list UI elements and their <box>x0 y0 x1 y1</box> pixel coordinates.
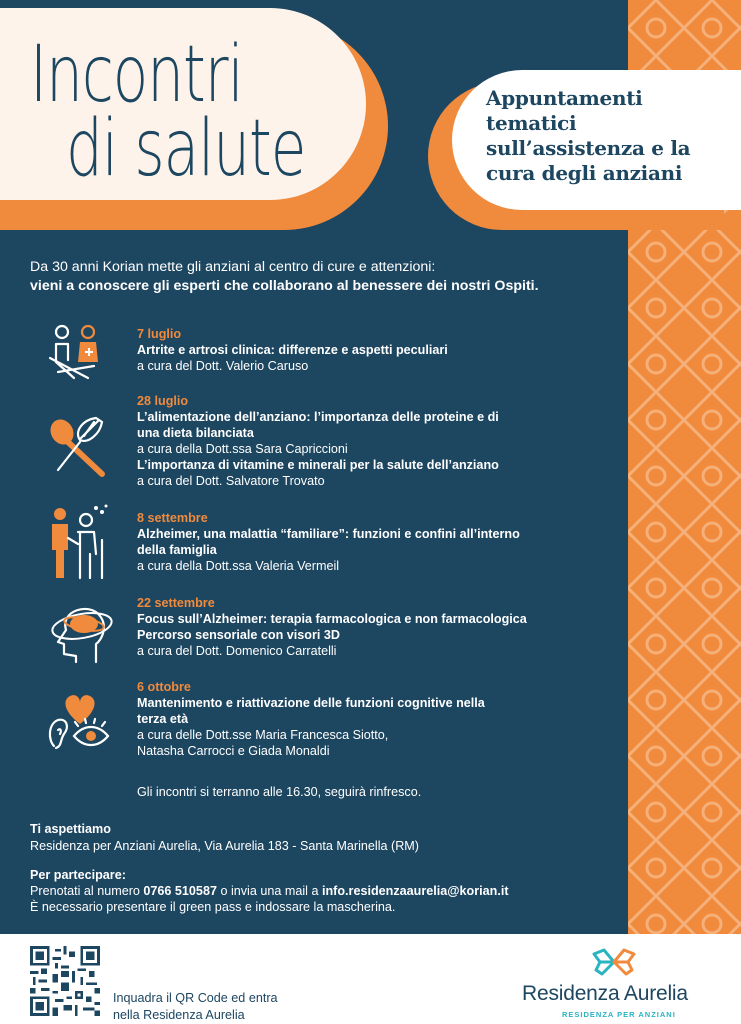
event-speaker: a cura del Dott. Valerio Caruso <box>137 359 309 373</box>
brain-head-icon <box>44 600 116 666</box>
booking-prefix: Prenotati al numero <box>30 884 144 898</box>
event-date: 6 ottobre <box>137 680 191 694</box>
requirement-note: È necessario presentare il green pass e indossare la mascherina. <box>30 900 396 914</box>
event-date: 8 settembre <box>137 511 208 525</box>
event-4 <box>137 595 607 659</box>
event-title-continued: una dieta bilanciata <box>137 426 254 440</box>
physiotherapy-icon <box>44 322 110 386</box>
logo-name: Residenza Aurelia <box>522 982 688 1005</box>
title-line-1: Incontri <box>30 28 243 120</box>
email-address[interactable]: info.residenzaaurelia@korian.it <box>321 884 509 898</box>
butterfly-logo-icon <box>592 946 636 978</box>
qr-instructions <box>113 990 278 1024</box>
kitchen-utensils-icon <box>44 412 110 478</box>
event-1 <box>137 326 607 374</box>
event-speaker: a cura della Dott.ssa Valeria Vermeil <box>137 559 340 573</box>
booking-middle: o invia una mail a <box>216 884 322 898</box>
heart-ear-eye-icon <box>44 690 116 754</box>
event-title-continued: della famiglia <box>137 543 217 557</box>
event-title: Mantenimento e riattivazione delle funzioni cognitive nella <box>137 696 485 710</box>
subtitle: Appuntamenti tematici sull’assistenza e la cura degli anziani <box>486 86 691 185</box>
intro-line-2: vieni a conoscere gli esperti che collaborano al benessere dei nostri Ospiti. <box>30 278 539 294</box>
event-5 <box>137 679 607 759</box>
wait-heading: Ti aspettiamo <box>30 822 111 836</box>
title-line-2: di salute <box>66 102 306 194</box>
address: Residenza per Anziani Aurelia, Via Aurelia 183 - Santa Marinella (RM) <box>30 839 419 853</box>
intro-line-1: Da 30 anni Korian mette gli anziani al centro di cure e attenzioni: <box>30 259 436 275</box>
event-speaker-second: a cura del Dott. Salvatore Trovato <box>137 474 325 488</box>
qr-code[interactable] <box>30 946 100 1016</box>
event-date: 7 luglio <box>137 327 182 341</box>
event-title: Alzheimer, una malattia “familiare”: funzioni e confini all’interno <box>137 527 520 541</box>
event-speaker: a cura del Dott. Domenico Carratelli <box>137 644 337 658</box>
event-date: 28 luglio <box>137 394 189 408</box>
logo-tagline: RESIDENZA PER ANZIANI <box>562 1010 676 1019</box>
footer <box>0 934 741 1024</box>
qr-line-2: nella Residenza Aurelia <box>113 1008 245 1022</box>
event-title-continued: terza età <box>137 712 189 726</box>
event-title-second: Percorso sensoriale con visori 3D <box>137 628 340 642</box>
event-2 <box>137 393 607 489</box>
event-speaker: a cura delle Dott.sse Maria Francesca Siotto, <box>137 728 389 742</box>
event-title: Focus sull’Alzheimer: terapia farmacologica e non farmacologica <box>137 612 527 626</box>
event-title: Artrite e artrosi clinica: differenze e aspetti peculiari <box>137 343 448 357</box>
event-title-second: L’importanza di vitamine e minerali per la salute dell’anziano <box>137 458 499 472</box>
event-date: 22 settembre <box>137 596 215 610</box>
phone-number[interactable]: 0766 510587 <box>143 884 217 898</box>
event-speaker-continued: Natasha Carrocci e Giada Monaldi <box>137 744 330 758</box>
event-title: L’alimentazione dell’anziano: l’importanza delle proteine e di <box>137 410 499 424</box>
caregiver-elderly-icon <box>44 504 110 580</box>
qr-line-1: Inquadra il QR Code ed entra <box>113 991 278 1005</box>
event-speaker: a cura della Dott.ssa Sara Capriccioni <box>137 442 348 456</box>
schedule-note: Gli incontri si terranno alle 16.30, seguirà rinfresco. <box>137 785 422 799</box>
event-3 <box>137 510 607 574</box>
booking-line <box>30 884 509 898</box>
participate-heading: Per partecipare: <box>30 868 126 882</box>
